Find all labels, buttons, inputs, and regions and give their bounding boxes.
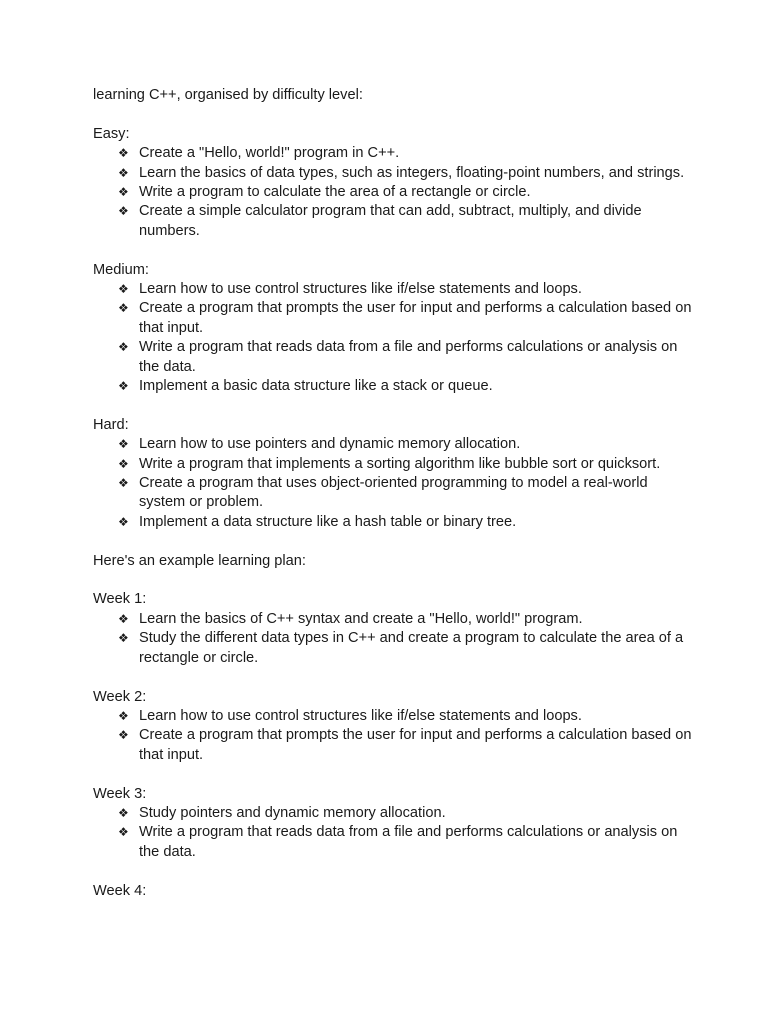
diamond-bullet-icon: ❖	[118, 476, 129, 491]
week3-heading: Week 3:	[93, 785, 147, 802]
document-page	[93, 86, 693, 901]
diamond-bullet-icon: ❖	[118, 301, 129, 316]
list-item: ❖ Create a simple calculator program that can add, subtract, multiply, and divide numbers.	[118, 203, 642, 239]
diamond-bullet-icon: ❖	[118, 282, 129, 297]
diamond-bullet-icon: ❖	[118, 379, 129, 394]
list-item: ❖ Learn the basics of C++ syntax and create a "Hello, world!" program.	[93, 610, 693, 629]
diamond-bullet-icon: ❖	[118, 165, 129, 180]
list-item: ❖ Create a program that prompts the user for input and performs a calculation based on that input.	[118, 727, 692, 763]
list-item: ❖ Learn the basics of data types, such as integers, floating-point numbers, and strings.	[93, 164, 693, 183]
medium-heading: Medium:	[93, 261, 149, 278]
list-item: ❖ Write a program that reads data from a file and performs calculations or analysis on the data.	[118, 339, 678, 375]
spacer	[93, 241, 693, 260]
diamond-bullet-icon: ❖	[118, 514, 129, 529]
week2-heading: Week 2:	[93, 688, 147, 705]
diamond-bullet-icon: ❖	[118, 456, 129, 471]
spacer	[93, 571, 693, 590]
diamond-bullet-icon: ❖	[118, 728, 129, 743]
diamond-bullet-icon: ❖	[118, 340, 129, 355]
diamond-bullet-icon: ❖	[118, 146, 129, 161]
list-item: ❖ Implement a basic data structure like a stack or queue.	[93, 377, 693, 396]
list-item: ❖ Learn how to use control structures like if/else statements and loops.	[93, 707, 693, 726]
easy-list	[93, 144, 693, 241]
list-item: ❖ Implement a data structure like a hash table or binary tree.	[93, 513, 693, 532]
diamond-bullet-icon: ❖	[118, 437, 129, 452]
week3-list	[93, 804, 693, 862]
diamond-bullet-icon: ❖	[118, 805, 129, 820]
spacer	[93, 862, 693, 881]
list-item: ❖ Create a "Hello, world!" program in C++.	[93, 144, 693, 163]
spacer	[93, 765, 693, 784]
plan-intro-text: Here's an example learning plan:	[93, 552, 306, 569]
list-item: ❖ Study the different data types in C++ and create a program to calculate the area of a rectangle or circle.	[118, 630, 684, 666]
list-item: ❖ Learn how to use control structures like if/else statements and loops.	[93, 280, 693, 299]
hard-heading: Hard:	[93, 416, 129, 433]
week4-heading: Week 4:	[93, 882, 147, 899]
list-item: ❖ Write a program that implements a sorting algorithm like bubble sort or quicksort.	[93, 455, 693, 474]
diamond-bullet-icon: ❖	[118, 185, 129, 200]
week1-heading: Week 1:	[93, 591, 147, 608]
diamond-bullet-icon: ❖	[118, 611, 129, 626]
list-item: ❖ Create a program that prompts the user for input and performs a calculation based on that input.	[118, 300, 692, 336]
hard-list	[93, 435, 693, 532]
list-item: ❖ Learn how to use pointers and dynamic memory allocation.	[93, 435, 693, 454]
week2-list	[93, 707, 693, 765]
list-item: ❖ Create a program that uses object-oriented programming to model a real-world system or problem.	[118, 475, 648, 511]
list-item: ❖ Write a program to calculate the area of a rectangle or circle.	[93, 183, 693, 202]
spacer	[93, 396, 693, 415]
list-item: ❖ Write a program that reads data from a file and performs calculations or analysis on the data.	[118, 824, 678, 860]
diamond-bullet-icon: ❖	[118, 204, 129, 219]
diamond-bullet-icon: ❖	[118, 631, 129, 646]
spacer	[93, 668, 693, 687]
diamond-bullet-icon: ❖	[118, 708, 129, 723]
medium-list	[93, 280, 693, 396]
spacer	[93, 105, 693, 124]
easy-heading: Easy:	[93, 125, 130, 142]
spacer	[93, 532, 693, 551]
diamond-bullet-icon: ❖	[118, 825, 129, 840]
intro-text: learning C++, organised by difficulty level:	[93, 87, 363, 103]
list-item: ❖ Study pointers and dynamic memory allocation.	[93, 804, 693, 823]
week1-list	[93, 610, 693, 668]
